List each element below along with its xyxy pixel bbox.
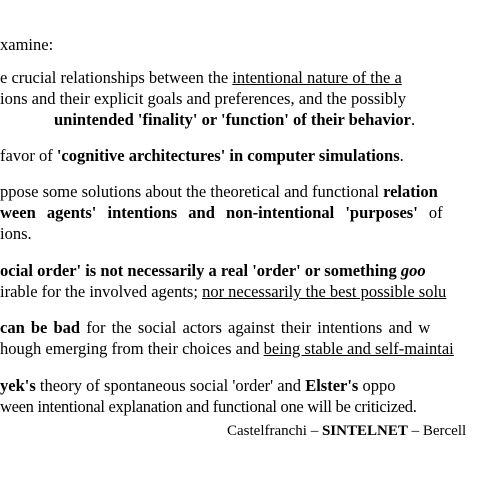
p1-line3 — [54, 110, 415, 130]
p5-line2-text: hough emerging from their choices and — [0, 339, 264, 358]
p2-line1-bold: 'cognitive architectures' in computer simulations — [56, 146, 400, 165]
p6-line1-bold-elster: Elster's — [305, 376, 359, 395]
p2-line1 — [0, 146, 404, 166]
p4-line2-text: irable for the involved agents; — [0, 282, 203, 301]
p5-line2 — [0, 339, 454, 359]
footer-author: Castelfranchi – — [227, 423, 322, 439]
p6-line1-bold-hayek: yek's — [0, 376, 36, 395]
p5-line1 — [0, 318, 430, 338]
p3-line1-bold: relation — [383, 182, 438, 201]
p4-line1-bold-italic: goo — [400, 261, 426, 280]
p4-line2 — [0, 282, 446, 302]
p3-line1-text: ppose some solutions about the theoretical and functional — [0, 182, 384, 201]
p4-line1-bold: ocial order' is not necessarily a real 'order' or something — [0, 261, 401, 280]
p4-line2-underlined: nor necessarily the best possible solu — [202, 282, 447, 301]
p4-line1 — [0, 261, 426, 281]
p2-line1-period: . — [399, 146, 404, 165]
p3-line2-bold: ween agents' intentions and non-intentional 'purposes' — [0, 203, 418, 222]
p3-line3-text: ions. — [0, 224, 32, 243]
p2-line1-text: favor of — [0, 146, 57, 165]
p5-line1-text: for the social actors against their intentions and w — [80, 318, 431, 337]
intro-label: xamine: — [0, 35, 54, 54]
p5-line2-underlined: being stable and self-maintai — [263, 339, 454, 358]
p6-line1-text: theory of spontaneous social 'order' and — [35, 376, 306, 395]
p1-line3-period: . — [410, 110, 416, 129]
p5-line1-bold: can be bad — [0, 318, 81, 337]
p3-line2 — [0, 203, 443, 223]
intro-text — [0, 35, 53, 55]
p1-line1-text: e crucial relationships between the — [0, 68, 233, 87]
p1-line3-bold: unintended 'finality' or 'function' of their behavior — [54, 110, 411, 129]
p6-line1-text-end: oppo — [358, 376, 396, 395]
p3-line3 — [0, 224, 32, 244]
p3-line1 — [0, 182, 438, 202]
p6-line2-text: ween intentional explanation and functional one will be criticized. — [0, 397, 417, 416]
p1-line2-text: ions and their explicit goals and preferences, and the possibly — [0, 89, 406, 108]
p6-line2 — [0, 397, 417, 417]
p1-line2 — [0, 89, 406, 109]
p6-line1 — [0, 376, 395, 396]
p1-line1 — [0, 68, 480, 88]
footer-project: SINTELNET — [321, 423, 408, 439]
footer — [227, 422, 466, 440]
p1-line1-underlined: intentional nature of the a — [232, 68, 402, 87]
p3-line2-text: of — [417, 203, 443, 222]
footer-place: – Bercell — [407, 423, 467, 439]
